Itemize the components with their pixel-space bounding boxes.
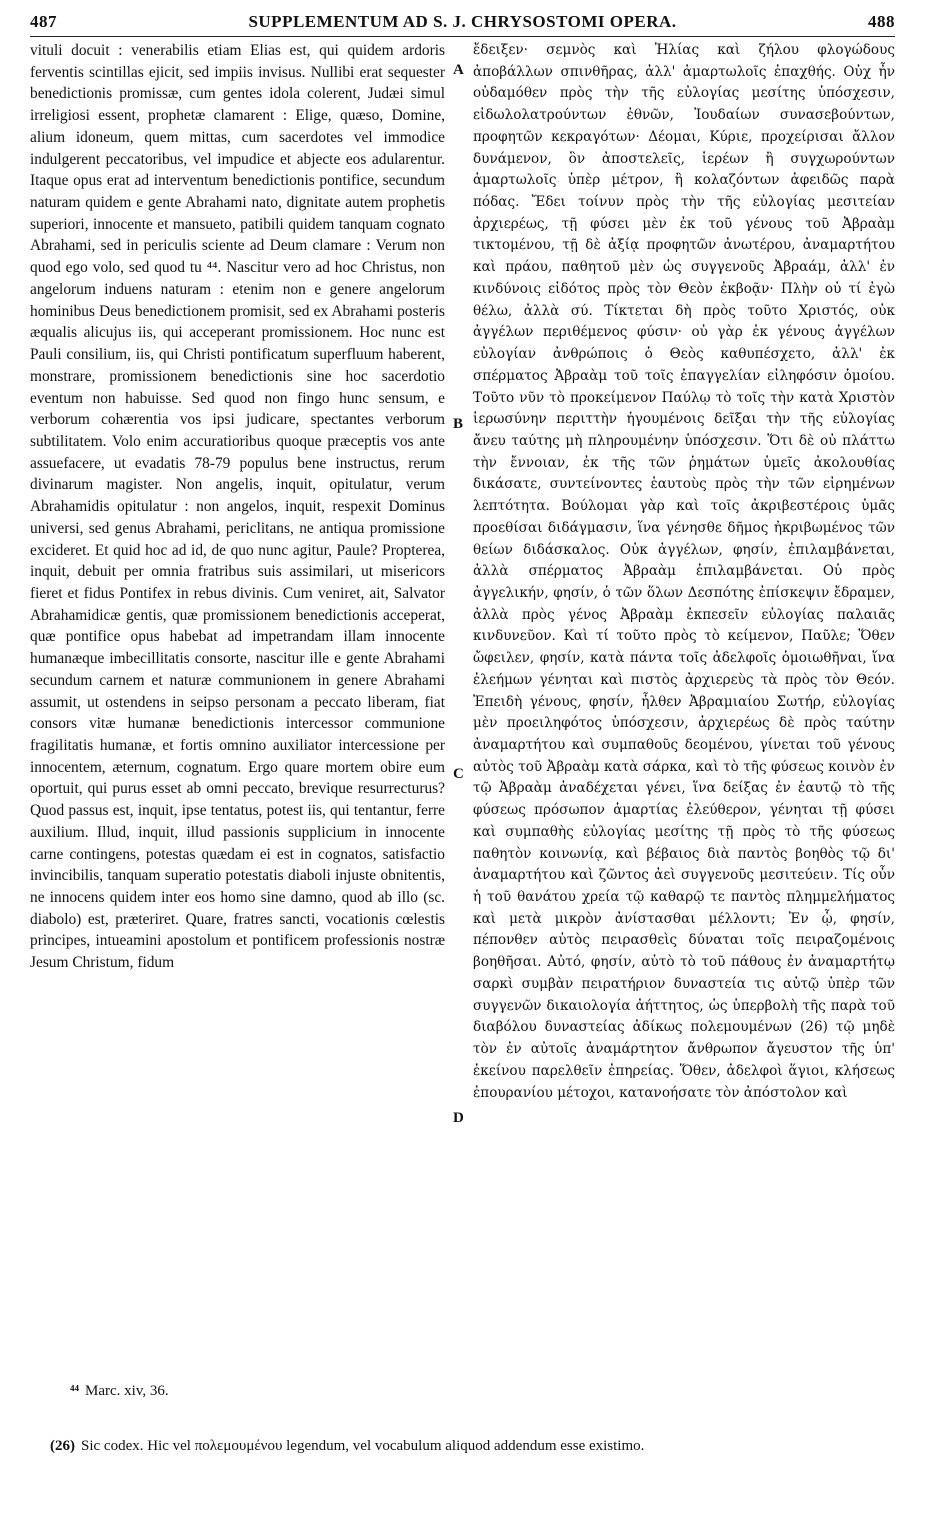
footnote-2 — [50, 1438, 915, 1455]
running-header — [30, 10, 895, 36]
margin-mark-c: C — [453, 766, 464, 782]
margin-mark-a: A — [453, 62, 464, 78]
margin-mark-d: D — [453, 1110, 464, 1126]
running-title: SUPPLEMENTUM AD S. J. CHRYSOSTOMI OPERA. — [248, 12, 677, 31]
header-rule — [30, 36, 895, 37]
latin-column — [30, 40, 445, 974]
footnote-1-text: Marc. xiv, 36. — [85, 1383, 169, 1399]
margin-mark-b: B — [453, 416, 464, 432]
greek-column — [473, 40, 895, 1104]
greek-text: ἔδειξεν· σεμνὸς καὶ Ἠλίας καὶ ζήλου φλογώδους ἀποβάλλων σπινθῆρας, ἀλλ' ἁμαρτωλοῖς ἐπαχθής. Οὐχ ἦν οὐδαμόθεν πρὸς τὴν τῆς εὐλογίας μεσίτης ὑπόσχεσιν, εἰδωλολατρούντων ἐθνῶν, Ἰουδαίων συνασεβούντων, προφητῶν κεκραγότων· Δέομαι, Κύριε, προχείρισαι ἄλλον δυνάμενον, ὃν ἀποστελεῖς, ἱερέων ἢ συγχωρούντων ἁμαρτωλοῖς ὑπὲρ μέτρον, ἢ κολαζόντων ἀφειδῶς παρὰ πόδας. Ἔδει τοίνυν πρὸς τὴν τῆς εὐλογίας μεσιτείαν ἀρχιερέως, τῇ φύσει μὲν ἐκ τοῦ γένους τοῦ Ἀβραὰμ τικτομένου, τῇ δὲ ἀξίᾳ προφητῶν ἀνωτέρου, ἀναμαρτήτου καὶ πράου, παθητοῦ μὲν ὡς συγγενοῦς Ἀβραάμ, ἀλλ' ἐν κινδύνοις εἰδότος πρὸς τὸν Θεὸν ἐκβοᾷν· Πλὴν οὐ τί ἐγὼ θέλω, ἀλλὰ σύ. Τίκτεται δὴ πρὸς τοῦτο Χριστός, οὐκ ἀγγέλων περιθέμενος φύσιν· οὐ γὰρ ἐκ γένους ἀγγέλων εὐλογίαν ἀνθρώποις ὁ Θεὸς καθυπέσχετο, ἀλλ' ἐκ σπέρματος Ἀβραὰμ τοῦ τοῖς ἐπαγγελίαν εἰληφόσιν ὁμοίου. Τοῦτο νῦν τὸ προκείμενον Παύλῳ τὸ τοῖς τὴν κατὰ Χριστὸν ἱερωσύνην περιττὴν ἡγουμένοις δεῖξαι τὴν τῆς εὐλογίας ἄνευ ταύτης μὴ πληρουμένην ὑπόσχεσιν. Ὅτι δὲ οὐ πλάττω τὴν ἔννοιαν, ἐκ τῆς τῶν ῥημάτων ὑμεῖς ἀκολουθίας δικάσατε, συντείνοντες ἑαυτοὺς πρὸς τὴν τῶν εἰρημένων λεπτότητα. Βούλομαι γὰρ καὶ τοῖς ἀκριβεστέροις ὑμᾶς προεθίσαι διδάγμασιν, ἵνα γένησθε δῆμος ἠκριβωμένος τῶν θείων διδάσκαλος. Οὐκ ἀγγέλων, φησίν, ἐπιλαμβάνεται, ἀλλὰ σπέρματος Ἀβραὰμ ἐπιλαμβάνεται. Οὐ πρὸς ἀγγελικήν, φησίν, ὁ τῶν ὅλων Δεσπότης ἐπίσκεψιν ἔδραμεν, ἀλλὰ πρὸς γένος Ἀβραὰμ ἐκπεσεῖν εὐλογίας παλαιᾶς κινδυνεῦον. Καὶ τί τοῦτο πρὸς τὸ κείμενον, Παῦλε; Ὅθεν ὤφειλεν, φησίν, κατὰ πάντα τοῖς ἀδελφοῖς ὁμοιωθῆναι, ἵνα ἐλεήμων γένηται καὶ πιστὸς ἀρχιερεὺς τὰ πρὸς τὸν Θεόν. Ἐπειδὴ γένους, φησίν, ἦλθεν Ἀβραμιαίου Σωτήρ, εὐλογίας μὲν προειληφότος ὑπόσχεσιν, ἀρχιερέως δὲ πρὸς ταύτην ἀναμαρτήτου καὶ συμπαθοῦς δεομένου, γίνεται τοῦ γένους αὐτὸς τοῦ Ἀβραὰμ κατὰ σάρκα, καὶ τὸ τῆς φύσεως κοινὸν ἐν τῷ Ἀβραὰμ ἀναδέχεται γένει, ἵνα δείξας ἐν ἑαυτῷ τὸ τῆς φύσεως πρόσωπον ἁμαρτίας ἐλεύθερον, γένηται τῇ φύσει καὶ συμπαθὴς εὐλογίας μεσίτης τῇ πρὸς τὸ τῆς φύσεως παθητὸν κοινωνίᾳ, καὶ βέβαιος διὰ παντὸς βοηθὸς τῷ δι' ἀναμαρτήτου καὶ ζῶντος ἀεὶ συγγενοῦς μεσιτεύειν. Τίς οὖν ἡ τοῦ θανάτου χρεία τῷ καθαρῷ τε παντὸς πλημμελήματος καὶ μετὰ μικρὸν ἀνίστασθαι μέλλοντι; Ἐν ᾧ, φησίν, πέπονθεν αὐτὸς πειρασθεὶς δύναται τοῖς πειραζομένοις βοηθῆσαι. Αὐτό, φησίν, αὐτὸ τὸ τοῦ πάθους ἐν ἀναμαρτήτῳ σαρκὶ συμβὰν πειρατήριον δυναστεία τις αὐτῷ ὑπὲρ τῶν συγγενῶν δικαιολογία ἀήττητος, ὡς ὑπερβολὴ τῆς παρὰ τοῦ διαβόλου δυναστείας ἀδίκως πολεμουμένων (26) τῷ μηδὲ τὸν ἐν αὐτοῖς ἀναμάρτητον ἄνθρωπον ἄγευστον τῆς ὑπ' ἐκείνου παρελθεῖν ἐπηρείας. Ὅθεν, ἀδελφοὶ ἅγιοι, κλήσεως ἐπουρανίου μέτοχοι, κατανοήσατε τὸν ἀπόστολον καὶ — [473, 42, 895, 1101]
page-number-right: 488 — [868, 12, 895, 31]
footnote-1-label: ⁴⁴ — [70, 1383, 79, 1399]
footnote-1 — [70, 1383, 929, 1400]
footnote-2-label: (26) — [50, 1438, 75, 1454]
footnote-2-text: Sic codex. Hic vel πολεμουμένου legendum, vel vocabulum aliquod addendum esse existimo. — [81, 1438, 645, 1454]
page-number-left: 487 — [30, 12, 57, 31]
latin-text: vituli docuit : venerabilis etiam Elias est, qui quidem ardoris ferventis scintillas ejicit, sed impiis invisus. Nullibi erat sequester benedictionis promissæ, cum gentes idola colerent, Judæi simul irreligiosi essent, prophetæ clamarent : Elige, quæso, Domine, alium idoneum, quem mittas, cum sacerdotes vel immodice indulgerent peccatoribus, vel impudice et abjecte eos adularentur. Itaque opus erat ad interventum benedictionis pontifice, secundum naturam quidem e gente Abrahami nato, dignitate autem prophetis superiori, innocente et mansueto, patibili quidem tanquam cognato Abrahami, sed in periculis sciente ad Deum clamare : Verum non quod ego volo, sed quod tu ⁴⁴. Nascitur vero ad hoc Christus, non angelorum induens naturam : etenim non e genere angelorum hominibus Deus benedictionem promisit, sed ex Abrahami posteris æqualis alicujus iis, qui acceperant promissionem. Hoc nunc est Pauli consilium, iis, qui Christi pontificatum superfluum haberent, monstrare, promissionem benedictionis sine hoc sacerdotio eventum non habuisse. Sed quod non fingo hunc sensum, e verborum cohærentia vos ipsi judicare, spectantes verborum subtilitatem. Volo enim accuratioribus quoque præceptis vos ante assuefacere, ut evadatis 78-79 populus bene instructus, rerum divinarum magister. Non angelis, inquit, opitulatur, verum Abrahamidis opitulatur : non angelos, inquit, respexit Dominus universi, sed genus Abrahami, periclitans, ne antiqua promissione excideret. Et quid hoc ad id, de quo nunc agitur, Paule? Propterea, inquit, debuit per omnia fratribus suis assimilari, ut misericors fieret et fidus Pontifex in rebus divinis. Cum veniret, ait, Salvator Abrahamidicæ gentis, quæ promissionem benedictionis acceperat, quæ pontifice opus habebat ad impetrandam illam innocente humanæque imbecillitatis consorte, nascitur ille e gente Abrahami secundum carnem et naturæ communionem in genere Abrahami assumit, ut ostendens in seipso personam a peccato liberam, fiat consors vitæ humanæ benedictionis intercessor communione fragilitatis humanæ, et fortis omnino auxiliator intercessione per innocentem, æternum, cognatum. Ergo quare mortem obire eum oportuit, qui purus esset ab omni peccato, brevique resurrecturus? Quod passus est, inquit, ipse tentatus, potest iis, qui tentantur, ferre auxilium. Illud, inquit, illud passionis supplicium in innocente carne contingens, potestas quædam ei est in cognatos, satisfactio invincibilis, tanquam superatio potestatis diaboli injuste obnitentis, ne innocens quidem inter eos homo sine damno, quod ab illo (sc. diabolo) est, præteriret. Quare, fratres sancti, vocationis cœlestis principes, intueamini apostolum et pontificem professionis nostræ Jesum Christum, fidum — [30, 42, 445, 972]
